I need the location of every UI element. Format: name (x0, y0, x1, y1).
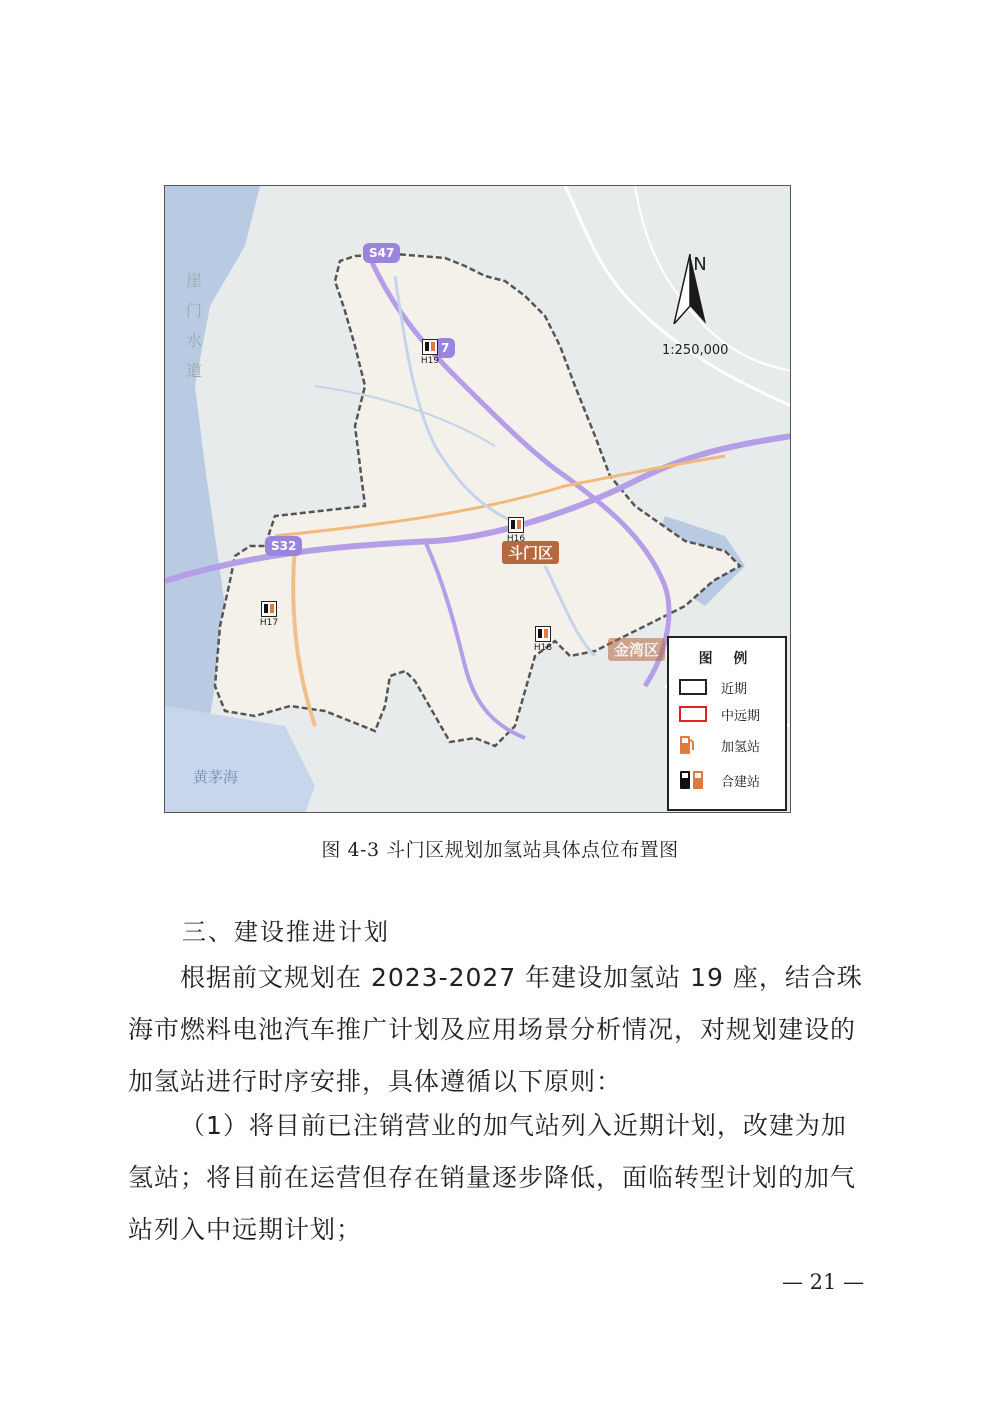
combined-pump-icon (679, 772, 707, 788)
station-code: H18 (533, 643, 553, 653)
paragraph-2 (128, 1100, 873, 1256)
paragraph-line: 加氢站进行时序安排，具体遵循以下原则： (128, 1067, 623, 1096)
paragraph-line: 海市燃料电池汽车推广计划及应用场景分析情况，对规划建设的 (128, 1015, 857, 1044)
legend-label: 中远期 (721, 708, 761, 724)
water-label-yamen: 崖门水道 (185, 271, 202, 380)
legend-title: 图 例 (698, 651, 756, 667)
combined-station-icon (535, 626, 551, 642)
paragraph-line: 根据前文规划在 2023-2027 年建设加氢站 19 座，结合珠 (180, 963, 863, 992)
north-arrow (670, 254, 730, 275)
combined-station-icon (508, 517, 524, 533)
near-term-swatch (679, 679, 707, 695)
legend-label: 近期 (721, 681, 748, 697)
hydrogen-pump-icon (679, 737, 707, 753)
legend-item-near-term (679, 676, 747, 698)
station-h16 (504, 517, 528, 544)
station-code: H19 (420, 356, 440, 366)
district-label-jinwan: 金湾区 (608, 638, 665, 661)
paragraph-line: 站列入中远期计划； (128, 1215, 363, 1244)
district-label-doumen: 斗门区 (502, 541, 559, 564)
legend-item-combined-station (679, 769, 760, 791)
north-arrow-icon (670, 254, 710, 324)
station-code: H16 (506, 534, 526, 544)
highway-shield-s32: S32 (265, 536, 302, 556)
map-legend (667, 636, 787, 811)
mid-long-term-swatch (679, 706, 707, 722)
paragraph-line: 氢站；将目前在运营但存在销量逐步降低，面临转型计划的加气 (128, 1163, 857, 1192)
section-heading: 三、建设推进计划 (182, 918, 390, 946)
station-h18 (531, 626, 555, 653)
north-label: N (693, 254, 707, 275)
legend-label: 合建站 (721, 774, 761, 790)
station-h17 (257, 601, 281, 628)
highway-shield-s47: S47 (363, 243, 400, 263)
station-h19 (418, 339, 442, 366)
page-number: — 21 — (782, 1270, 865, 1294)
figure-caption: 图 4-3 斗门区规划加氢站具体点位布置图 (321, 839, 679, 861)
legend-label: 加氢站 (721, 739, 761, 755)
station-code: H17 (259, 618, 279, 628)
legend-item-hydrogen-station (679, 734, 760, 756)
map-scale: 1:250,000 (662, 343, 729, 358)
legend-item-mid-long-term (679, 703, 760, 725)
paragraph-line: （1）将目前已注销营业的加气站列入近期计划，改建为加 (180, 1111, 847, 1140)
paragraph-1 (128, 952, 873, 1108)
district-map (164, 185, 791, 813)
water-label-huangmaohai: 黄茅海 (193, 768, 239, 786)
combined-station-icon (422, 339, 438, 355)
combined-station-icon (261, 601, 277, 617)
highway-shield-7: 7 (435, 338, 455, 358)
